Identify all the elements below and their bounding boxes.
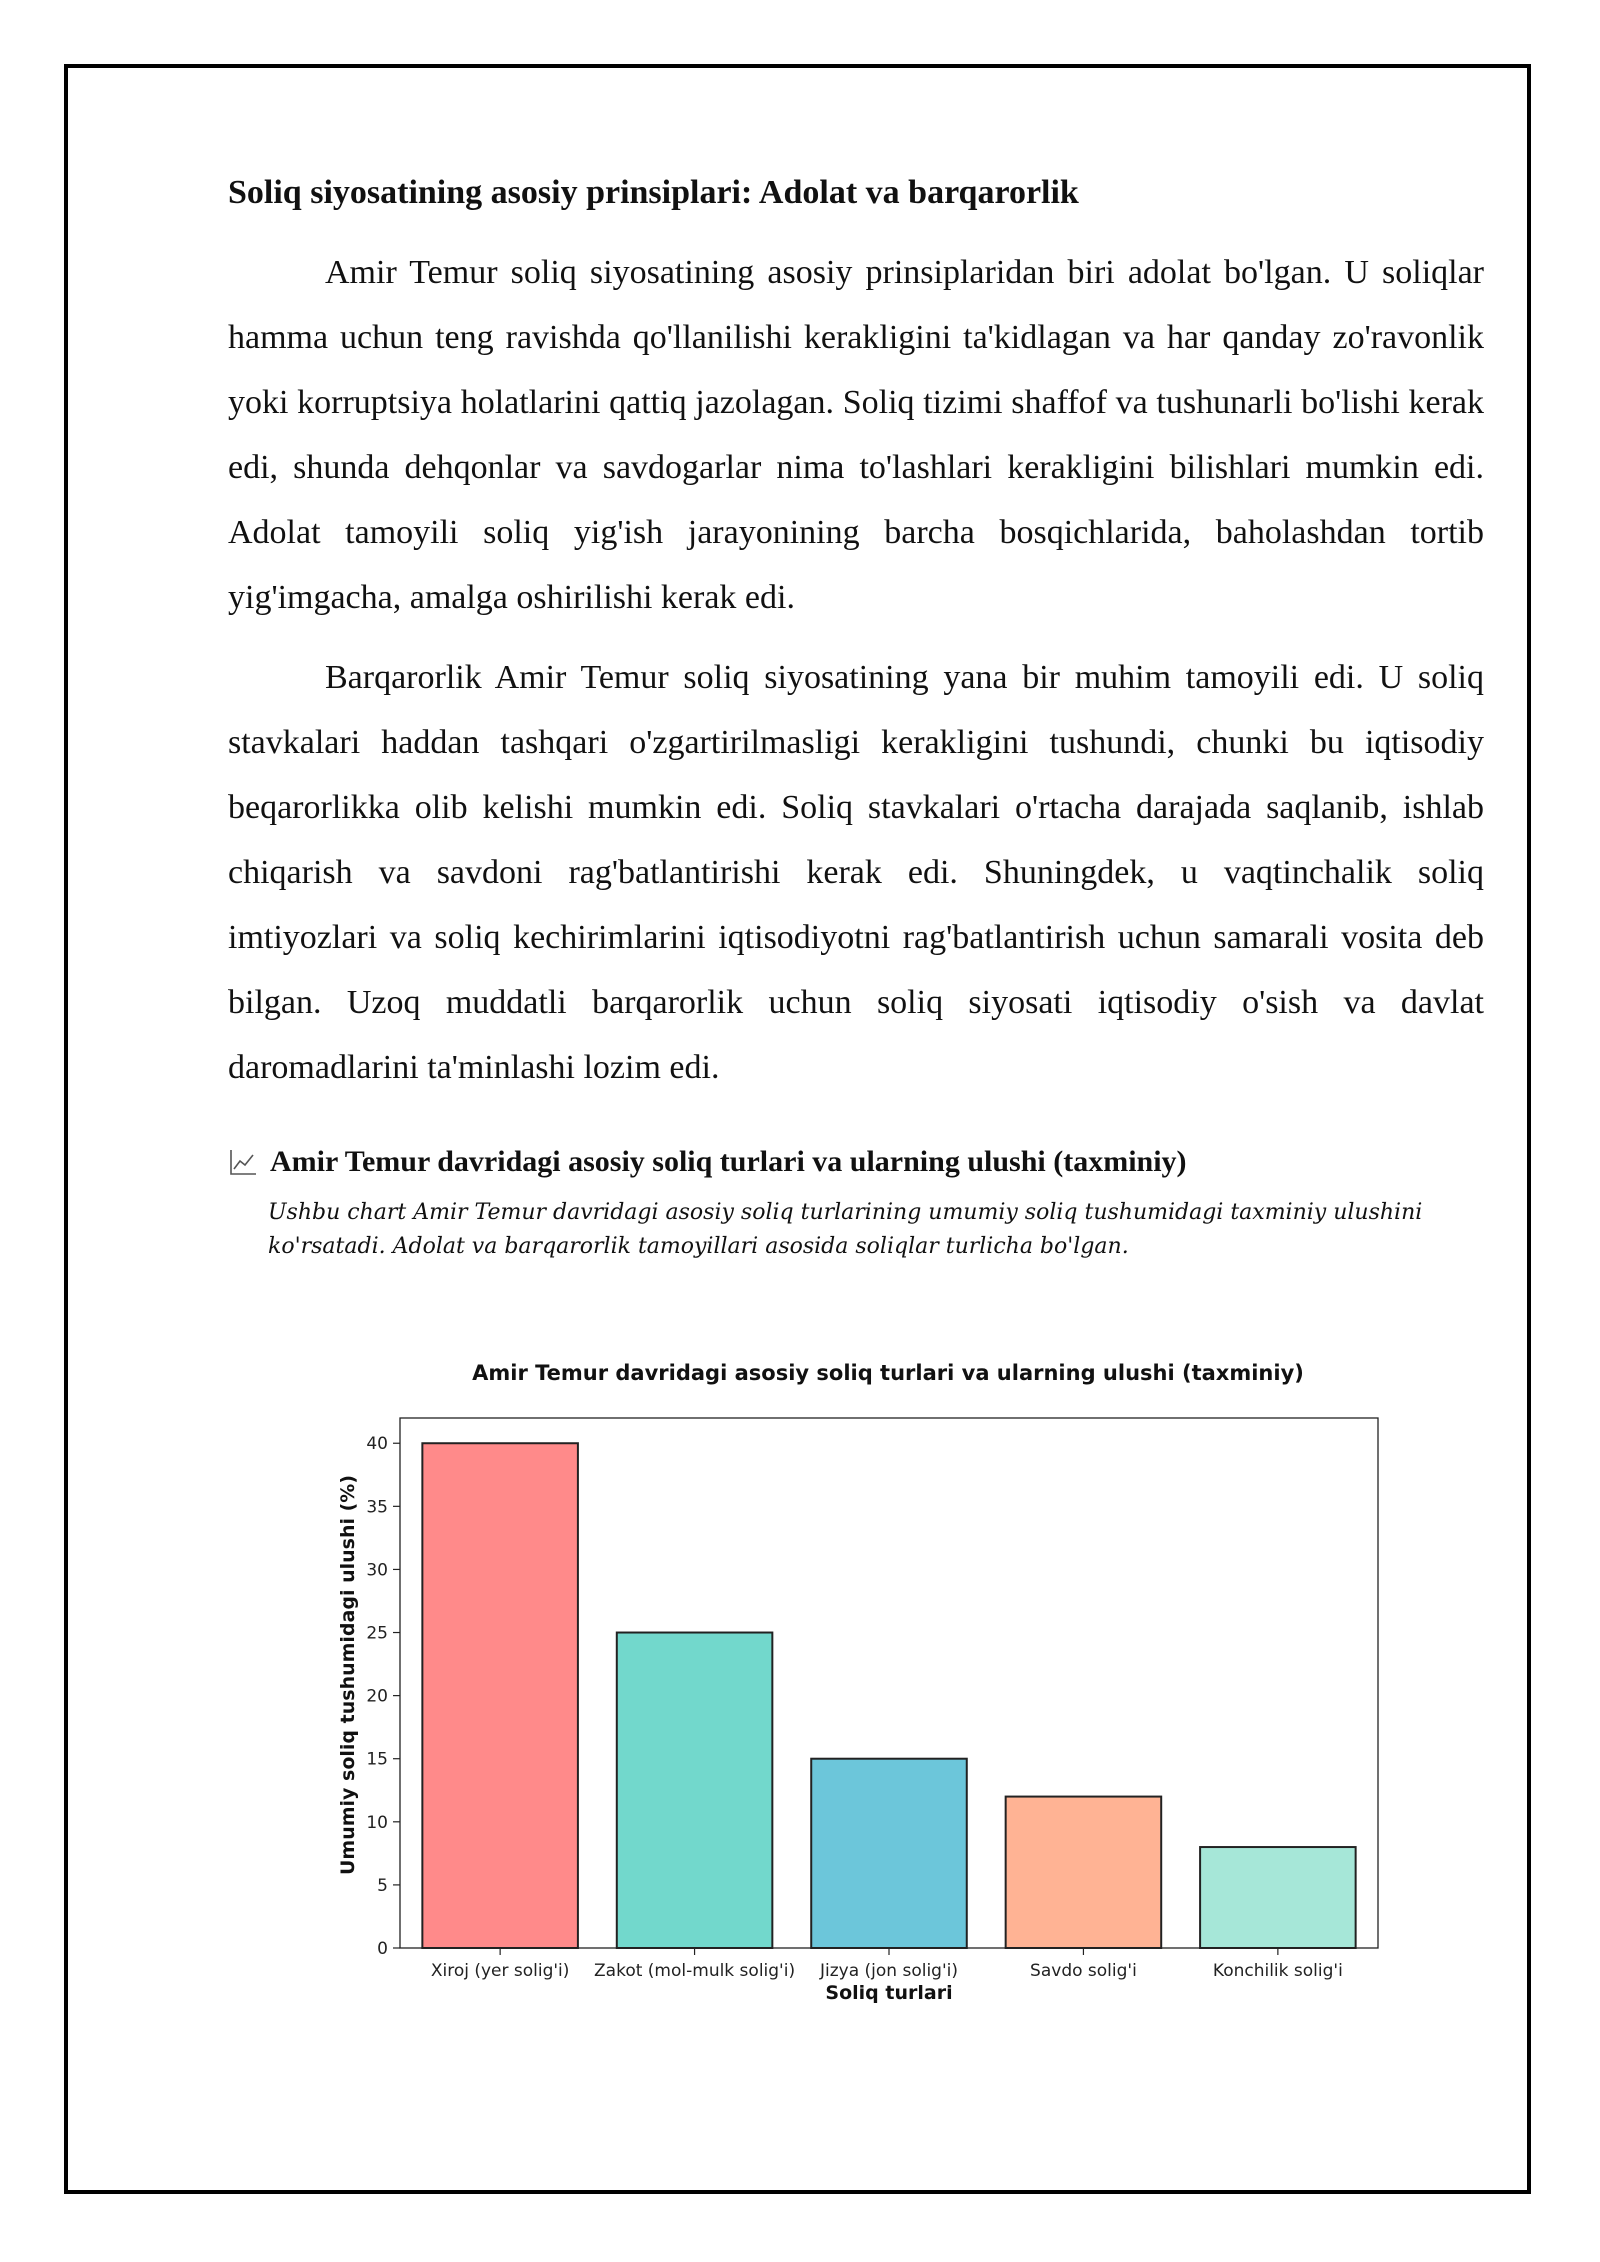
figure-description: Ushbu chart Amir Temur davridagi asosiy soliq turlarining umumiy soliq tushumidagi taxminiy ulushini ko'rsatadi. Adolat va barqarorlik tamoyillari asosida soliqlar turlicha bo'lgan. <box>268 1200 1423 1259</box>
paragraph-adolat: Amir Temur soliq siyosatining asosiy prinsiplaridan biri adolat bo'lgan. U soliqlar hamma uchun teng ravishda qo'llanilishi kerakligini ta'kidlagan va har qanday zo'ravonlik yoki korruptsiya holatlarini qattiq jazolagan. Soliq tizimi shaffof va tushunarli bo'lishi kerak edi, shunda dehqonlar va savdogarlar nima to'lashlari kerakligini bilishlari mumkin edi. Adolat tamoyili soliq yig'ish jarayonining barcha bosqichlarida, baholashdan tortib yig'imgacha, amalga oshirilishi kerak edi. <box>228 254 1484 616</box>
x-tick-label: Xiroj (yer solig'i) <box>430 1961 570 1981</box>
figure-title: Amir Temur davridagi asosiy soliq turlari va ularning ulushi (taxminiy) <box>270 1145 1187 1178</box>
chart-title: Amir Temur davridagi asosiy soliq turlari va ularning ulushi (taxminiy) <box>472 1361 1304 1385</box>
y-tick-label: 35 <box>366 1497 388 1518</box>
x-tick-label: Savdo solig'i <box>1030 1961 1137 1981</box>
chart-line-icon <box>228 1147 258 1177</box>
y-tick-label: 5 <box>377 1875 388 1896</box>
bar-chart <box>228 1355 1428 2015</box>
bar <box>617 1633 773 1948</box>
bar-chart-svg <box>228 1355 1428 2015</box>
y-tick-label: 15 <box>366 1749 388 1770</box>
document-body <box>228 170 1484 1264</box>
bar <box>811 1759 967 1948</box>
y-tick-label: 20 <box>366 1686 388 1707</box>
y-tick-label: 30 <box>366 1560 388 1581</box>
x-tick-label: Jizya (jon solig'i) <box>819 1961 959 1981</box>
paragraph-barqarorlik: Barqarorlik Amir Temur soliq siyosatining yana bir muhim tamoyili edi. U soliq stavkalari haddan tashqari o'zgartirilmasligi kerakligini tushundi, chunki bu iqtisodiy beqarorlikka olib kelishi mumkin edi. Soliq stavkalari o'rtacha darajada saqlanib, ishlab chiqarish va savdoni rag'batlantirishi kerak edi. Shuningdek, u vaqtinchalik soliq imtiyozlari va soliq kechirimlarini iqtisodiyotni rag'batlantirish uchun samarali vosita deb bilgan. Uzoq muddatli barqarorlik uchun soliq siyosati iqtisodiy o'sish va davlat daromadlarini ta'minlashi lozim edi. <box>228 659 1484 1086</box>
y-tick-label: 40 <box>366 1434 388 1455</box>
plot-area <box>366 1418 1378 1981</box>
x-tick-label: Zakot (mol-mulk solig'i) <box>594 1961 796 1981</box>
figure-title-row <box>228 1142 1484 1182</box>
y-tick-label: 25 <box>366 1623 388 1644</box>
y-tick-label: 10 <box>366 1812 388 1833</box>
y-tick-label: 0 <box>377 1939 388 1959</box>
section-heading: Soliq siyosatining asosiy prinsiplari: Adolat va barqarorlik <box>228 174 1079 211</box>
bar <box>1006 1797 1162 1948</box>
bar <box>1200 1847 1356 1948</box>
y-axis-label: Umumiy soliq tushumidagi ulushi (%) <box>337 1474 359 1876</box>
x-axis-label: Soliq turlari <box>825 1982 953 2004</box>
bar <box>422 1443 578 1948</box>
x-tick-label: Konchilik solig'i <box>1212 1961 1343 1981</box>
